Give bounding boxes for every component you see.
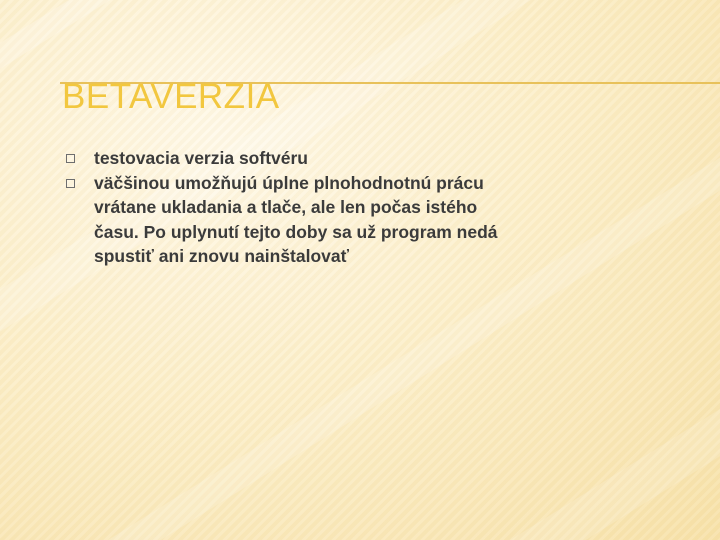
square-bullet-icon	[66, 179, 75, 188]
bullet-item	[66, 171, 506, 269]
slide-title: BETAVERZIA	[62, 77, 280, 116]
bullet-text: väčšinou umožňujú úplne plnohodnotnú prácu vrátane ukladania a tlače, ale len počas istého času. Po uplynutí tejto doby sa už program nedá spustiť ani znovu nainštalovať	[94, 172, 498, 266]
bullet-list	[66, 146, 506, 269]
square-bullet-icon	[66, 154, 75, 163]
bullet-item	[66, 146, 506, 171]
background-ray	[249, 226, 720, 540]
bullet-text: testovacia verzia softvéru	[94, 148, 308, 168]
